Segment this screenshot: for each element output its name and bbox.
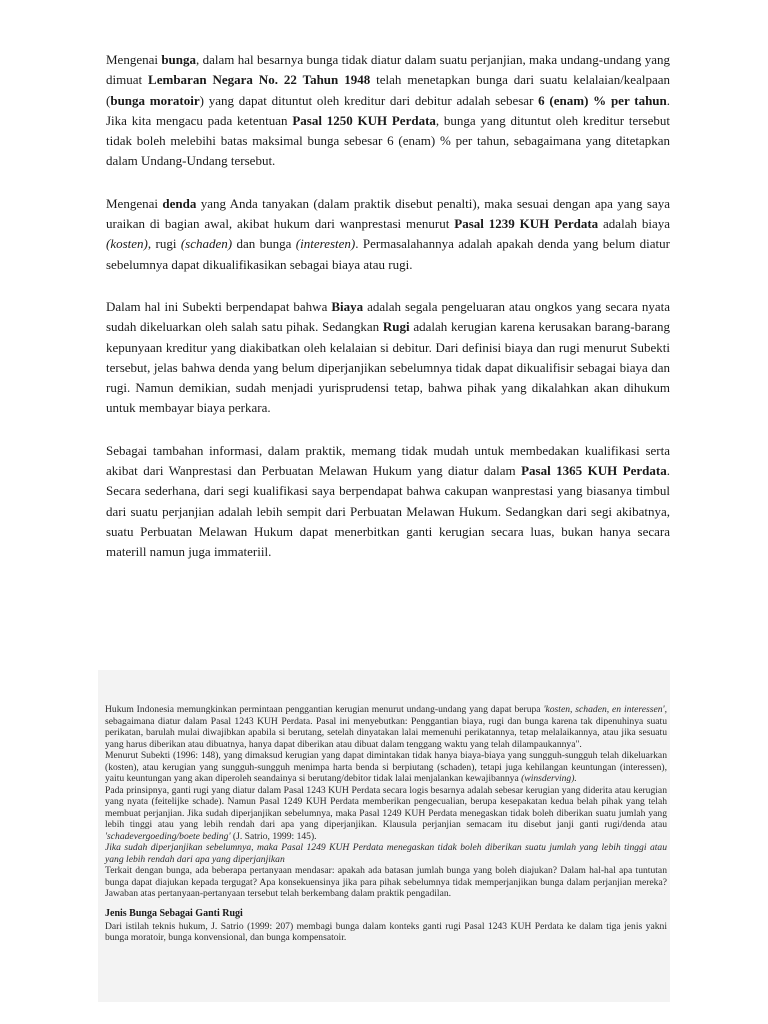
bold-emphasis: Pasal 1365 KUH Perdata xyxy=(521,463,667,479)
excerpt-paragraph xyxy=(105,785,667,843)
text-run: adalah biaya xyxy=(598,216,670,232)
bold-emphasis: bunga moratoir xyxy=(110,92,200,108)
bold-emphasis: Rugi xyxy=(382,319,410,335)
bold-emphasis: Pasal 1250 KUH Perdata xyxy=(292,112,436,128)
bold-emphasis: bunga xyxy=(161,52,197,67)
italic-term: (kosten) xyxy=(106,236,148,252)
italic-term: 'schadevergoeding/boete beding' xyxy=(105,830,231,842)
bold-emphasis: Lembaran Negara No. 22 Tahun 1948 xyxy=(148,72,371,88)
text-run: adalah kerugian karena kerusakan barang-barang kepunyaan kreditur yang diakibatkan oleh kelalaian si debitur. Dari definisi biaya dan rugi menurut Subekti tersebut, jelas bahwa denda yang belum diperjanjikan sebelumnya tidak dapat dikualifisir sebagai biaya dan rugi. Namun demikian, sudah menjadi yurisprudensi tetap, bahwa pihak yang dikalahkan akan dihukum untuk membayar biaya perkara. xyxy=(106,319,670,416)
paragraph-bunga xyxy=(106,50,670,172)
text-run: . Permasalahannya adalah apakah denda yang belum diatur sebelumnya dapat dikualifikasikan sebagai biaya atau rugi. xyxy=(106,236,670,272)
italic-term: (schaden) xyxy=(180,236,233,252)
bold-emphasis: 6 (enam) % per tahun xyxy=(538,92,667,108)
text-run: Sebagai tambahan informasi, dalam praktik, memang tidak mudah untuk membedakan kualifikasi serta akibat dari Wanprestasi dan Perbuatan Melawan Hukum yang diatur dalam xyxy=(106,442,670,479)
text-run: yang Anda tanyakan (dalam praktik disebut penalti), maka sesuai dengan apa yang saya uraikan di bagian awal, akibat hukum dari wanprestasi menurut xyxy=(106,195,670,232)
text-run: Dari istilah teknis hukum, J. Satrio (1999: 207) membagi bunga dalam konteks ganti rugi Pasal 1243 KUH Perdata ke dalam tiga jenis yakni bunga moratoir, bunga konvensional, dan bunga kompensatoir. xyxy=(105,920,667,943)
bold-emphasis: Pasal 1239 KUH Perdata xyxy=(454,216,599,232)
excerpt-paragraph xyxy=(105,750,667,785)
text-run: Dalam hal ini Subekti berpendapat bahwa xyxy=(106,298,332,314)
excerpt-italic-paragraph xyxy=(105,842,667,865)
bold-emphasis: denda xyxy=(162,195,197,211)
text-run: Jika sudah diperjanjikan sebelumnya, maka Pasal 1249 KUH Perdata menegaskan tidak boleh diberikan suatu jumlah yang lebih tinggi atau yang lebih rendah dari apa yang diperjanjikan xyxy=(105,842,667,865)
excerpt-paragraph xyxy=(105,865,667,900)
text-run: Terkait dengan bunga, ada beberapa pertanyaan mendasar: apakah ada batasan jumlah bunga yang boleh diajukan? Dalam hal-hal apa tuntutan bunga dapat diajukan kepada tergugat? Apa konsekuensinya jika para pihak sebelumnya tidak memperjanjikan bunga dalam perjanjian mereka? Jawaban atas pertanyaan-pertanyaan tersebut telah berkembang dalam praktik pengadilan. xyxy=(105,865,667,899)
bold-emphasis: Biaya xyxy=(331,298,364,314)
text-run: , rugi xyxy=(147,236,181,252)
excerpt-paragraph xyxy=(105,704,667,750)
text-run: . Jika kita mengacu pada ketentuan xyxy=(106,92,671,128)
text-run: Pada prinsipnya, ganti rugi yang diatur dalam Pasal 1243 KUH Perdata secara logis besarnya adalah sebesar kerugian yang diderita atau kerugian yang nyata (feitelijke schade). Namun Pasal 1249 KUH Perdata memberikan pengecualian, berupa kesepakatan kedua belah pihak yang telah membuat perjanjian. Jika sudah diperjanjikan sebelumnya, maka Pasal 1249 KUH Perdata menegaskan tidak boleh diberikan suatu jumlah yang lebih tinggi atau yang lebih rendah dari apa yang diperjanjikan. Klausula perjanjian semacam itu disebut janji ganti rugi/denda atau xyxy=(105,784,667,830)
text-run: Mengenai xyxy=(106,52,162,67)
text-run: . Secara sederhana, dari segi kualifikasi saya berpendapat bahwa cakupan wanprestasi yang biasanya timbul dari suatu perjanjian adalah lebih sempit dari Perbuatan Melawan Hukum. Sedangkan dari segi akibatnya, suatu Perbuatan Melawan Hukum dapat menerbitkan ganti kerugian secara luas, bukan hanya secara materill namun juga immateriil. xyxy=(106,463,670,560)
excerpt-heading xyxy=(105,908,667,920)
text-run: (J. Satrio, 1999: 145). xyxy=(230,830,317,842)
article-body xyxy=(106,50,670,563)
quoted-excerpt-box xyxy=(98,670,670,1002)
quoted-excerpt-text xyxy=(105,704,667,944)
text-run: ) yang dapat dituntut oleh kreditur dari debitur adalah sebesar xyxy=(199,92,539,108)
text-run: , bunga yang dituntut oleh kreditur tersebut tidak boleh melebihi batas maksimal bunga sebesar 6 (enam) % per tahun, sebagaimana yang ditetapkan dalam Undang-Undang tersebut. xyxy=(106,112,670,169)
italic-term: 'kosten, schaden, en interessen', xyxy=(543,704,667,715)
italic-term: (winsderving). xyxy=(521,773,577,784)
text-run: telah menetapkan bunga dari suatu kelalaian/kealpaan ( xyxy=(106,72,670,108)
text-run: Jenis Bunga Sebagai Ganti Rugi xyxy=(105,907,243,919)
text-run: dan bunga xyxy=(232,236,296,252)
excerpt-paragraph xyxy=(105,921,667,944)
italic-term: (interesten) xyxy=(295,236,356,252)
text-run: sebagaimana diatur dalam Pasal 1243 KUH Perdata. Pasal ini menyebutkan: Penggantian biaya, rugi dan bunga karena tak dipenuhinya suatu perikatan, barulah mulai diwajibkan apabila si berutang, setelah dinyatakan lalai memenuhi perikatannya, tetap melalaikannya, atau jika sesuatu yang harus diberikan atau dibuatnya, hanya dapat diberikan atau dibuat dalam tenggang waktu yang telah dilampaukannya". xyxy=(105,715,667,750)
paragraph-biaya-rugi xyxy=(106,297,670,419)
text-run: Hukum Indonesia memungkinkan permintaan penggantian kerugian menurut undang-undang yang dapat berupa xyxy=(105,704,544,715)
paragraph-denda xyxy=(106,194,670,275)
text-run: Mengenai xyxy=(106,195,163,211)
text-run: adalah segala pengeluaran atau ongkos yang secara nyata sudah dikeluarkan oleh salah satu pihak. Sedangkan xyxy=(106,298,670,335)
text-run: , dalam hal besarnya bunga tidak diatur dalam suatu perjanjian, maka undang-undang yang dimuat xyxy=(106,52,670,88)
text-run: Menurut Subekti (1996: 148), yang dimaksud kerugian yang dapat dimintakan tidak hanya biaya-biaya yang sungguh-sungguh telah dikeluarkan (kosten), atau kerugian yang sungguh-sungguh menimpa harta benda si berpiutang (schaden), tetapi juga kehilangan keuntungan (interessen), yaitu keuntungan yang akan diperoleh seandainya si berutang/debitor tidak lalai menjalankan kewajibannya xyxy=(105,750,667,784)
paragraph-tambahan-informasi xyxy=(106,441,670,563)
